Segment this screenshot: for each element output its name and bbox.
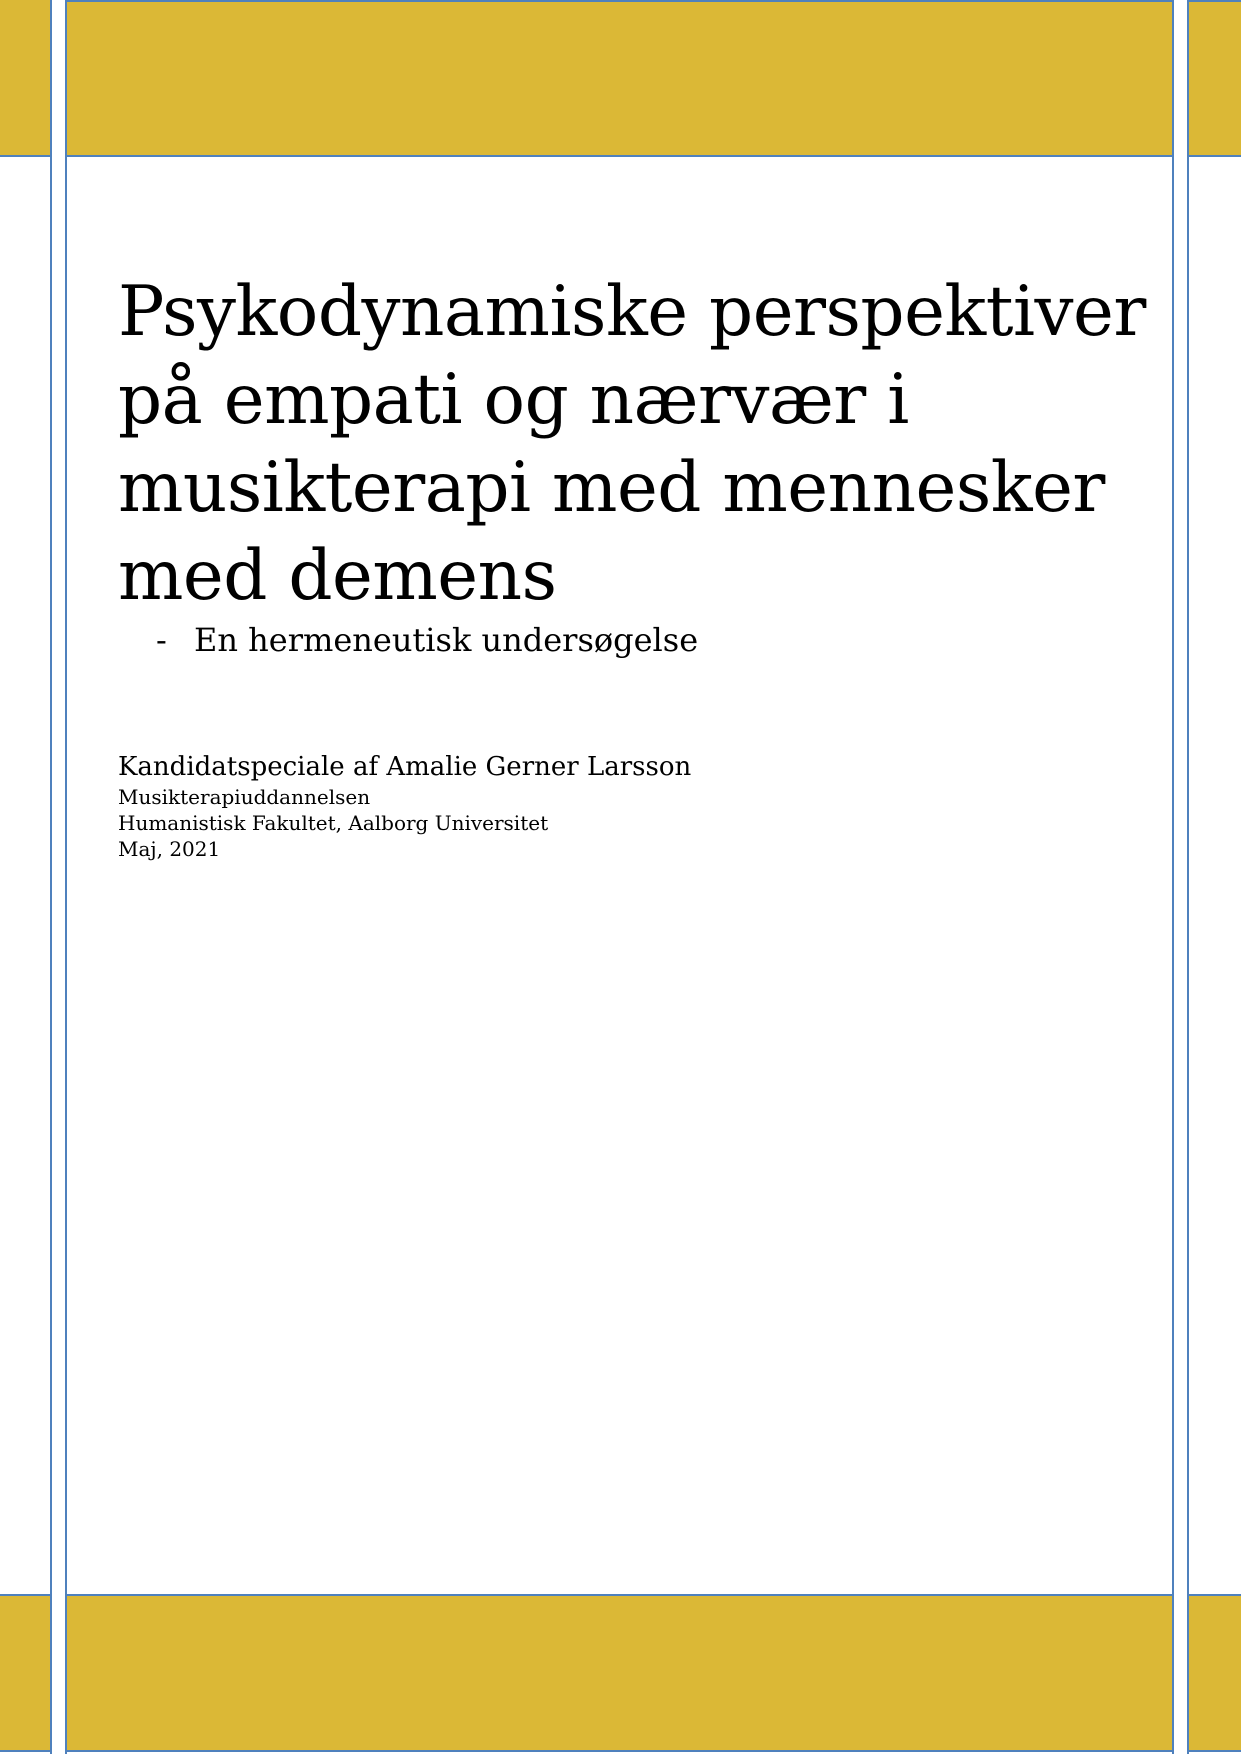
title-line-4: med demens — [118, 536, 557, 616]
top-band-right — [1189, 0, 1241, 156]
bottom-band-top-border — [0, 1594, 51, 1596]
frame-line-right-inner — [1172, 0, 1174, 1754]
top-band-top-border-right — [1189, 0, 1241, 2]
bottom-band-main — [66, 1595, 1173, 1751]
frame-line-right-outer — [1187, 0, 1189, 1754]
subtitle-dash: - — [156, 621, 167, 659]
top-band-bottom-border-main — [66, 155, 1173, 157]
bottom-band-right — [1189, 1595, 1241, 1751]
bottom-band-top-border-right — [1189, 1594, 1241, 1596]
bottom-band-top-border-main — [66, 1594, 1173, 1596]
top-band-top-border — [66, 0, 1173, 2]
subtitle-text: En hermeneutisk undersøgelse — [194, 621, 699, 659]
document-title — [118, 268, 1158, 620]
publication-date: Maj, 2021 — [118, 837, 221, 861]
frame-line-left-inner — [65, 0, 67, 1754]
bottom-band-bottom-border-main — [66, 1750, 1173, 1752]
author-line: Kandidatspeciale af Amalie Gerner Larsson — [118, 752, 692, 782]
bottom-band-bottom-border-right — [1189, 1750, 1241, 1752]
document-subtitle — [156, 620, 698, 660]
bottom-band-bottom-border — [0, 1750, 51, 1752]
title-line-1: Psykodynamiske perspektiver — [118, 272, 1146, 352]
program-name: Musikterapiuddannelsen — [118, 785, 371, 809]
top-band-main — [66, 0, 1173, 156]
faculty-name: Humanistisk Fakultet, Aalborg Universitet — [118, 811, 549, 835]
title-line-3: musikterapi med mennesker — [118, 448, 1105, 528]
top-band-left — [0, 0, 51, 156]
frame-line-left-outer — [50, 0, 52, 1754]
top-band-bottom-border — [0, 155, 51, 157]
bottom-band-left — [0, 1595, 51, 1751]
top-band-bottom-border-right — [1189, 155, 1241, 157]
title-line-2: på empati og nærvær i — [118, 360, 909, 440]
